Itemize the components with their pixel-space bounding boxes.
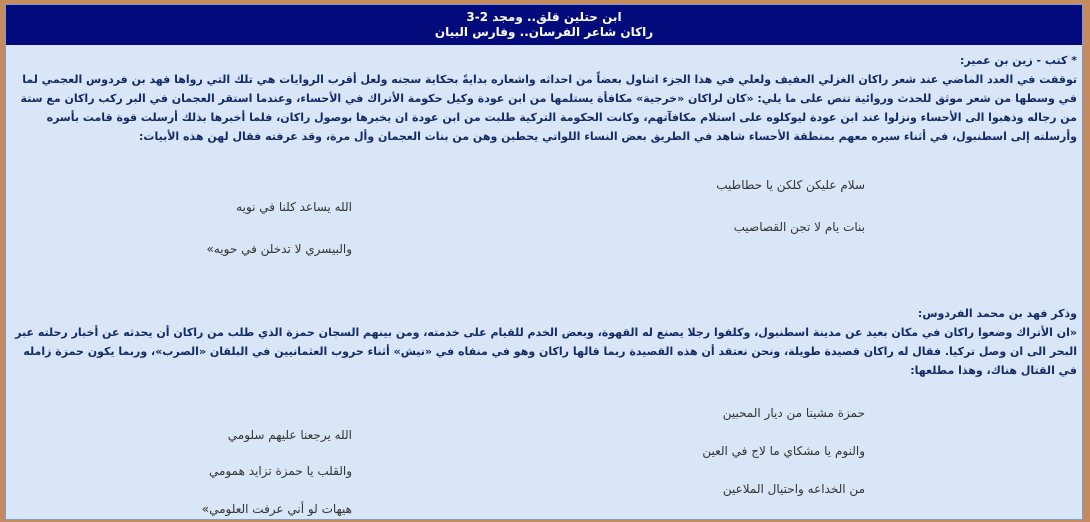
poem2-verse-2: الله يرجعنا عليهم سلومي [227,428,352,442]
poem-2 [11,388,1077,520]
poem2-verse-4: والقلب يا حمزة تزايد همومي [209,464,352,478]
poem2-verse-6: هيهات لو أني عرفت العلومي» [201,502,352,516]
section2-paragraph: «ان الأتراك وضعوا راكان في مكان بعيد عن مدينة اسطنبول، وكلفوا رجلا يصنع له القهوة، وبعض الخدم للقيام على خدمته، ومن بينهم السجان حمزة الذي طلب من راكان أن يحدثه عن أخبار رحلته عبر البحر الى ان وصل تركيا. فقال له راكان قصيدة طويلة، ونحن نعتقد أن هذه القصيدة ربما قالها راكان وهو في منفاه في «نيش» أثناء حروب العثمانيين في البلقان «الصرب»، وربما يكون حمزة زامله في القتال هناك، وهذا مطلعها: [15,326,1077,377]
poem1-verse-1: سلام عليكن كلكن يا حطاطيب [716,178,865,192]
poem2-verse-3: والنوم يا مشكاي ما لاج في العين [702,444,865,458]
poem-1 [11,152,1077,304]
poem1-verse-3: بنات يام لا تجن القصاصيب [733,220,865,234]
article-header [6,5,1082,45]
article-body [6,45,1082,520]
poem1-verse-2: الله يساعد كلنا في نويه [236,200,352,214]
article-title-line2: راكان شاعر الفرسان.. وفارس البيان [434,25,654,39]
byline: * كتب - زين بن عمير: [959,54,1077,67]
intro-paragraph: توقفت في العدد الماضي عند شعر راكان الغزلي العفيف ولعلي في هذا الجزء اتناول بعضاً من احداثه واشعاره بدايةً بحكاية سجنه ولعل أقرب الروايات هي تلك التي رواها فهد بن فردوس العجمي لما في وسطها من شعر موثق للحدث وروائية تنص على ما يلي: «كان لراكان «خرجية» مكافأة يستلمها من ابن عودة وكيل حكومة الأتراك في الأحساء، وعندما استقر العجمان في البر ركب راكان مع ستة من رجاله وذهبوا الى الأحساء ونزلوا عند ابن عودة ليوكلوه على استلام مكافآتهم، وكانت الحكومة التركية طلبت من ابن عودة ان يخبرها بوصول راكان، فلما أخبرها بذلك أرسلت قوة قامت بأسره وأرسلته إلى اسطنبول، في أثناء سيره معهم بمنطقة الأحساء شاهد في الطريق بعض النساء اللواتي يحطبن وهن من بنات العجمان وأل مرة، وقد عرفته فقال لهن هذه الأبيات: [20,73,1077,143]
article-frame [5,4,1083,520]
poem2-verse-5: من الخداعه واحتيال الملاعين [722,482,865,496]
section2-title: وذكر فهد بن محمد الفردوس: [917,307,1077,320]
poem2-verse-1: حمزة مشينا من ديار المحبين [722,406,865,420]
poem1-verse-4: والبيسري لا تدخلن في حويه» [206,242,352,256]
article-title-line1: ابن حتلين قلق.. ومجد 2-3 [466,10,622,24]
